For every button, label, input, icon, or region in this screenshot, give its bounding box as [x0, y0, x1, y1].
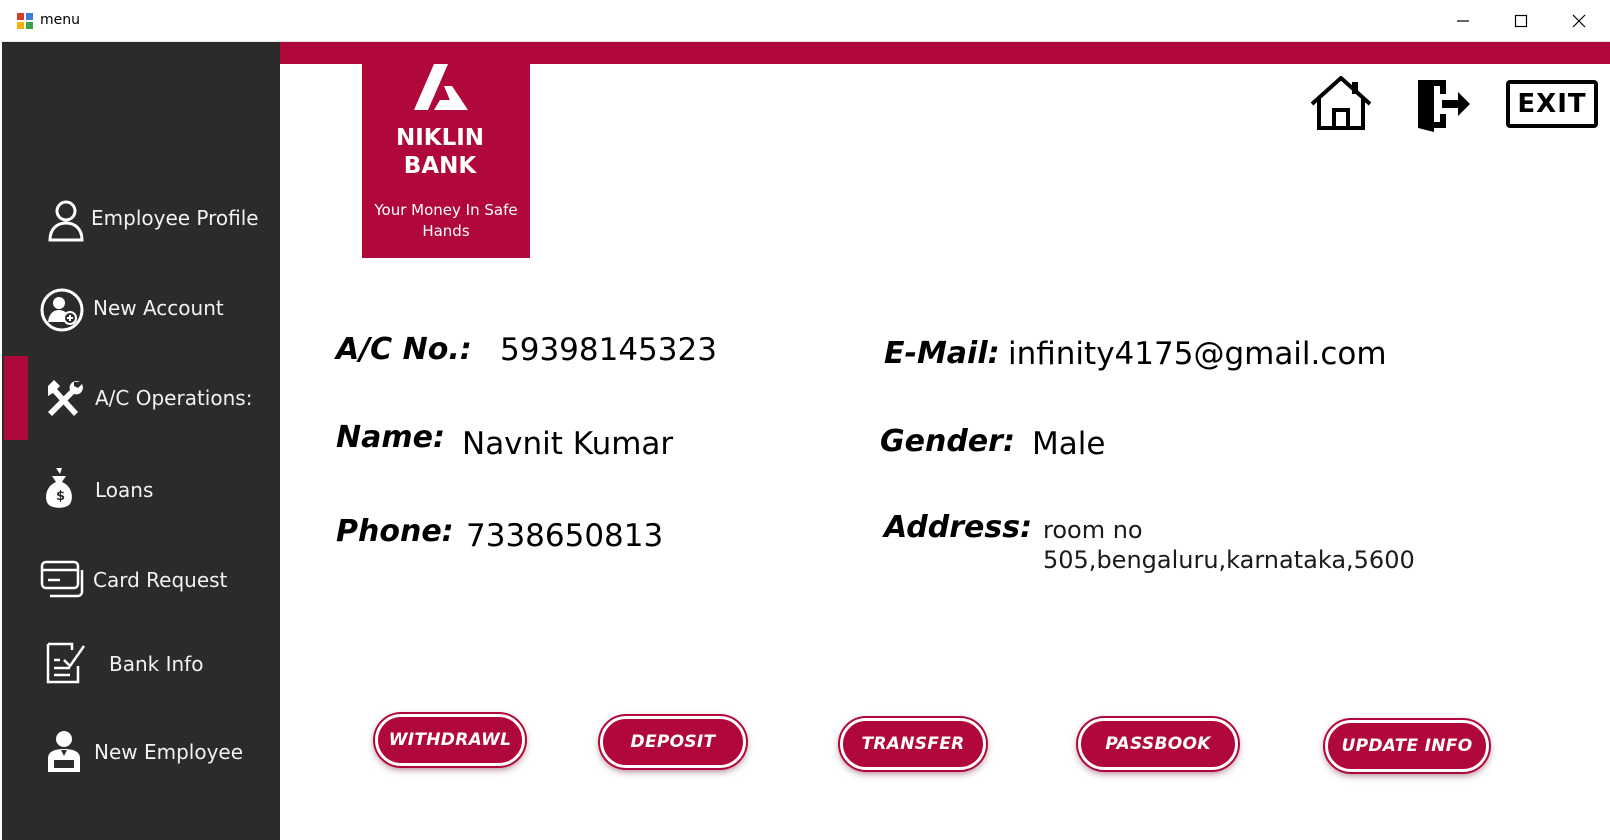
bank-logo: [362, 42, 530, 258]
bank-name: [362, 124, 518, 180]
maximize-icon: [1514, 14, 1528, 28]
sidebar-item-label: New Employee: [94, 740, 244, 764]
sidebar-item-loans[interactable]: [2, 442, 280, 528]
ac-no-value: 59398145323: [500, 332, 717, 368]
ac-no-label: A/C No.:: [336, 332, 472, 367]
card-icon: [38, 554, 86, 602]
update-info-button[interactable]: UPDATE INFO: [1325, 720, 1489, 772]
email-label: E-Mail:: [884, 336, 1000, 371]
exit-button[interactable]: [1506, 80, 1598, 128]
email-value: infinity4175@gmail.com: [1008, 336, 1387, 372]
logout-icon[interactable]: [1412, 74, 1472, 134]
phone-value: 7338650813: [466, 518, 664, 554]
sidebar-item-bank-info[interactable]: [2, 618, 280, 704]
bank-tagline: Your Money In Safe Hands: [374, 201, 518, 240]
sidebar-item-label: Employee Profile: [91, 206, 259, 230]
sidebar-item-ac-operations[interactable]: [2, 354, 280, 440]
sidebar-item-label: Loans: [95, 478, 154, 502]
checklist-icon: [42, 638, 90, 686]
name-label: Name:: [336, 420, 445, 455]
employee-icon: [40, 726, 88, 774]
add-user-icon: [38, 286, 86, 334]
minimize-button[interactable]: [1434, 0, 1492, 42]
title-bar: [0, 0, 1610, 42]
bank-name-line1: NIKLIN: [395, 125, 485, 151]
home-icon[interactable]: [1308, 74, 1374, 132]
close-button[interactable]: [1550, 0, 1608, 42]
active-indicator: [4, 356, 28, 440]
tools-icon: [40, 374, 88, 422]
sidebar-item-label: A/C Operations:: [95, 386, 253, 410]
passbook-button[interactable]: PASSBOOK: [1078, 718, 1238, 770]
money-bag-icon: [36, 464, 84, 512]
sidebar-item-card-request[interactable]: [2, 532, 280, 618]
address-label: Address:: [884, 510, 1033, 545]
close-icon: [1572, 14, 1586, 28]
bank-name-line2: BANK: [403, 153, 477, 179]
gender-label: Gender:: [880, 424, 1015, 459]
sidebar-item-new-account[interactable]: [2, 268, 280, 354]
sidebar-item-employee-profile[interactable]: [2, 180, 280, 266]
axis-logo-icon: [414, 64, 468, 110]
user-icon: [42, 196, 90, 244]
minimize-icon: [1456, 14, 1470, 28]
exit-label: EXIT: [1517, 89, 1587, 119]
name-value: Navnit Kumar: [462, 426, 674, 462]
sidebar-item-label: New Account: [93, 296, 224, 320]
phone-label: Phone:: [336, 514, 454, 549]
sidebar-item-label: Bank Info: [109, 652, 204, 676]
sidebar: [2, 42, 280, 840]
sidebar-item-label: Card Request: [93, 568, 228, 592]
app-icon: [16, 12, 34, 30]
gender-value: Male: [1032, 426, 1106, 462]
sidebar-item-new-employee[interactable]: [2, 706, 280, 792]
window-title: menu: [40, 12, 80, 28]
withdrawl-button[interactable]: WITHDRAWL: [375, 714, 525, 766]
deposit-button[interactable]: DEPOSIT: [600, 716, 746, 768]
address-value: room no 505,bengaluru,karnataka,5600: [1043, 516, 1415, 574]
maximize-button[interactable]: [1492, 0, 1550, 42]
svg-text:$: $: [56, 489, 66, 504]
transfer-button[interactable]: TRANSFER: [840, 718, 986, 770]
